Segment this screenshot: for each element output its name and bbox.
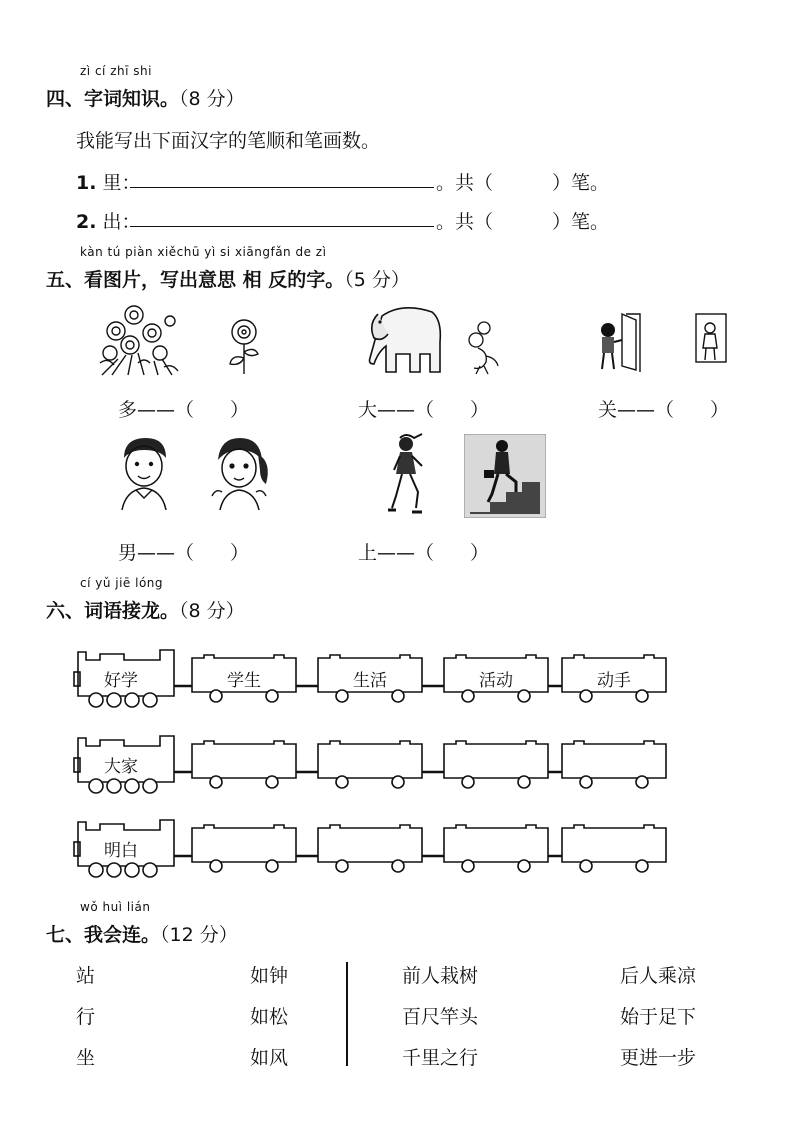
- section6-pinyin: cí yǔ jiē lóng: [80, 576, 164, 590]
- cart-wheel: [462, 776, 474, 788]
- engine-front-bumper: [74, 758, 80, 772]
- antonym-close: ）: [470, 542, 490, 564]
- cart-word-3[interactable]: [444, 836, 548, 860]
- cart-wheel: [636, 860, 648, 872]
- engine-front-bumper: [74, 672, 80, 686]
- item-number: 2.: [76, 211, 97, 233]
- section7-title: 七、我会连。: [46, 924, 161, 946]
- engine-wheel-2: [107, 779, 121, 793]
- cart-word-1[interactable]: [192, 836, 296, 860]
- cart-wheel: [580, 776, 592, 788]
- cart-wheel: [518, 776, 530, 788]
- stroke-count-close-2: ）笔。: [552, 211, 610, 233]
- match-left-b-1[interactable]: 如钟: [250, 965, 289, 987]
- antonym-close: ）: [230, 542, 250, 564]
- cart-wheel: [336, 776, 348, 788]
- cart-word-3: 活动: [479, 671, 513, 691]
- cart-wheel: [266, 690, 278, 702]
- stroke-order-line-2[interactable]: [130, 226, 434, 227]
- engine-wheel-3: [125, 693, 139, 707]
- item-character: 出：: [102, 211, 141, 233]
- stroke-order-line-1[interactable]: [130, 187, 434, 188]
- section6-title: 六、词语接龙。: [46, 600, 180, 622]
- section7-heading: [46, 920, 238, 947]
- cart-wheel: [210, 776, 222, 788]
- stroke-item-2: [76, 207, 141, 234]
- single-rose-picture: [224, 318, 264, 376]
- section5-pinyin: kàn tú piàn xiěchū yì si xiāngfǎn de zì: [80, 245, 327, 259]
- antonym-word: 男——（: [118, 542, 195, 564]
- section7-pinyin: wǒ huì lián: [80, 900, 151, 914]
- engine-wheel-1: [89, 693, 103, 707]
- cart-wheel: [580, 860, 592, 872]
- stroke-count-blank-2[interactable]: [488, 205, 552, 231]
- engine-word: 好学: [104, 671, 138, 691]
- engine-wheel-2: [107, 693, 121, 707]
- section4-heading: [46, 84, 245, 111]
- antonym-pair-1: [118, 395, 249, 422]
- open-door-picture: [596, 310, 642, 376]
- cart-word-3[interactable]: [444, 752, 548, 776]
- cart-word-2[interactable]: [318, 836, 422, 860]
- engine-word: 大家: [104, 757, 138, 777]
- match-left-a-1[interactable]: 站: [76, 965, 96, 987]
- cart-wheel: [580, 690, 592, 702]
- cart-wheel: [636, 776, 648, 788]
- match-right-a-2[interactable]: 百尺竿头: [402, 1006, 479, 1028]
- section4-title: 四、字词知识。: [46, 88, 180, 110]
- stroke-count-open-1: 。共（: [436, 172, 494, 194]
- engine-wheel-2: [107, 863, 121, 877]
- section6-points: （8 分）: [179, 600, 245, 622]
- match-left-b-2[interactable]: 如松: [250, 1006, 289, 1028]
- item-number: 1.: [76, 172, 97, 194]
- antonym-word: 多——（: [118, 399, 195, 421]
- section5-heading: [46, 265, 410, 292]
- antonym-pair-4: [118, 538, 249, 565]
- engine-wheel-4: [143, 779, 157, 793]
- girl-picture: [206, 436, 272, 510]
- stroke-item-1: [76, 168, 141, 195]
- cart-wheel: [336, 860, 348, 872]
- antonym-word: 关——（: [598, 399, 675, 421]
- item-character: 里：: [102, 172, 141, 194]
- flower-bouquet-picture: [98, 303, 182, 377]
- antonym-close: ）: [470, 399, 490, 421]
- engine-wheel-3: [125, 863, 139, 877]
- section5-title: 五、看图片，写出意思 相 反的字。: [46, 269, 345, 291]
- section5-points: （5 分）: [344, 269, 410, 291]
- match-right-b-2[interactable]: 始于足下: [620, 1006, 697, 1028]
- engine-wheel-1: [89, 779, 103, 793]
- cart-word-2[interactable]: [318, 752, 422, 776]
- cart-word-4[interactable]: [562, 752, 666, 776]
- cart-word-2: 生活: [353, 671, 387, 691]
- match-right-a-1[interactable]: 前人栽树: [402, 965, 479, 987]
- cart-wheel: [518, 860, 530, 872]
- engine-wheel-4: [143, 863, 157, 877]
- cart-wheel: [392, 690, 404, 702]
- antonym-close: ）: [710, 399, 730, 421]
- antonym-pair-2: [358, 395, 489, 422]
- section4-points: （8 分）: [179, 88, 245, 110]
- antonym-word: 上——（: [358, 542, 435, 564]
- engine-wheel-1: [89, 863, 103, 877]
- cart-wheel: [210, 690, 222, 702]
- cart-wheel: [462, 690, 474, 702]
- cart-wheel: [210, 860, 222, 872]
- cart-wheel: [518, 690, 530, 702]
- section4-instruction: 我能写出下面汉字的笔顺和笔画数。: [76, 130, 381, 152]
- stroke-count-blank-1[interactable]: [488, 166, 552, 192]
- match-left-a-2[interactable]: 行: [76, 1006, 96, 1028]
- cart-wheel: [266, 860, 278, 872]
- mouse-picture: [466, 320, 500, 376]
- match-left-b-3[interactable]: 如风: [250, 1047, 289, 1069]
- antonym-word: 大——（: [358, 399, 435, 421]
- engine-word: 明白: [104, 841, 138, 861]
- antonym-close: ）: [230, 399, 250, 421]
- cart-word-4[interactable]: [562, 836, 666, 860]
- man-climbing-stairs-picture: [464, 434, 546, 518]
- cart-wheel: [392, 860, 404, 872]
- engine-front-bumper: [74, 842, 80, 856]
- cart-wheel: [392, 776, 404, 788]
- cart-word-4: 动手: [597, 671, 631, 691]
- stroke-count-close-1: ）笔。: [552, 172, 610, 194]
- match-left-a-3[interactable]: 坐: [76, 1047, 96, 1069]
- engine-wheel-3: [125, 779, 139, 793]
- stroke-count-open-2: 。共（: [436, 211, 494, 233]
- walking-girl-picture: [386, 432, 434, 520]
- antonym-pair-5: [358, 538, 489, 565]
- match-right-b-3[interactable]: 更进一步: [620, 1047, 697, 1069]
- cart-word-1[interactable]: [192, 752, 296, 776]
- section6-heading: [46, 596, 245, 623]
- elephant-picture: [360, 300, 444, 376]
- closed-door-picture: [690, 310, 732, 366]
- cart-wheel: [336, 690, 348, 702]
- cart-wheel: [266, 776, 278, 788]
- antonym-pair-3: [598, 395, 729, 422]
- match-right-b-1[interactable]: 后人乘凉: [620, 965, 697, 987]
- section4-pinyin: zì cí zhī shi: [80, 64, 152, 78]
- match-right-a-3[interactable]: 千里之行: [402, 1047, 479, 1069]
- section7-points: （12 分）: [160, 924, 238, 946]
- column-divider: [346, 962, 348, 1066]
- cart-word-1: 学生: [227, 671, 261, 691]
- cart-wheel: [636, 690, 648, 702]
- cart-wheel: [462, 860, 474, 872]
- engine-wheel-4: [143, 693, 157, 707]
- boy-picture: [116, 436, 172, 510]
